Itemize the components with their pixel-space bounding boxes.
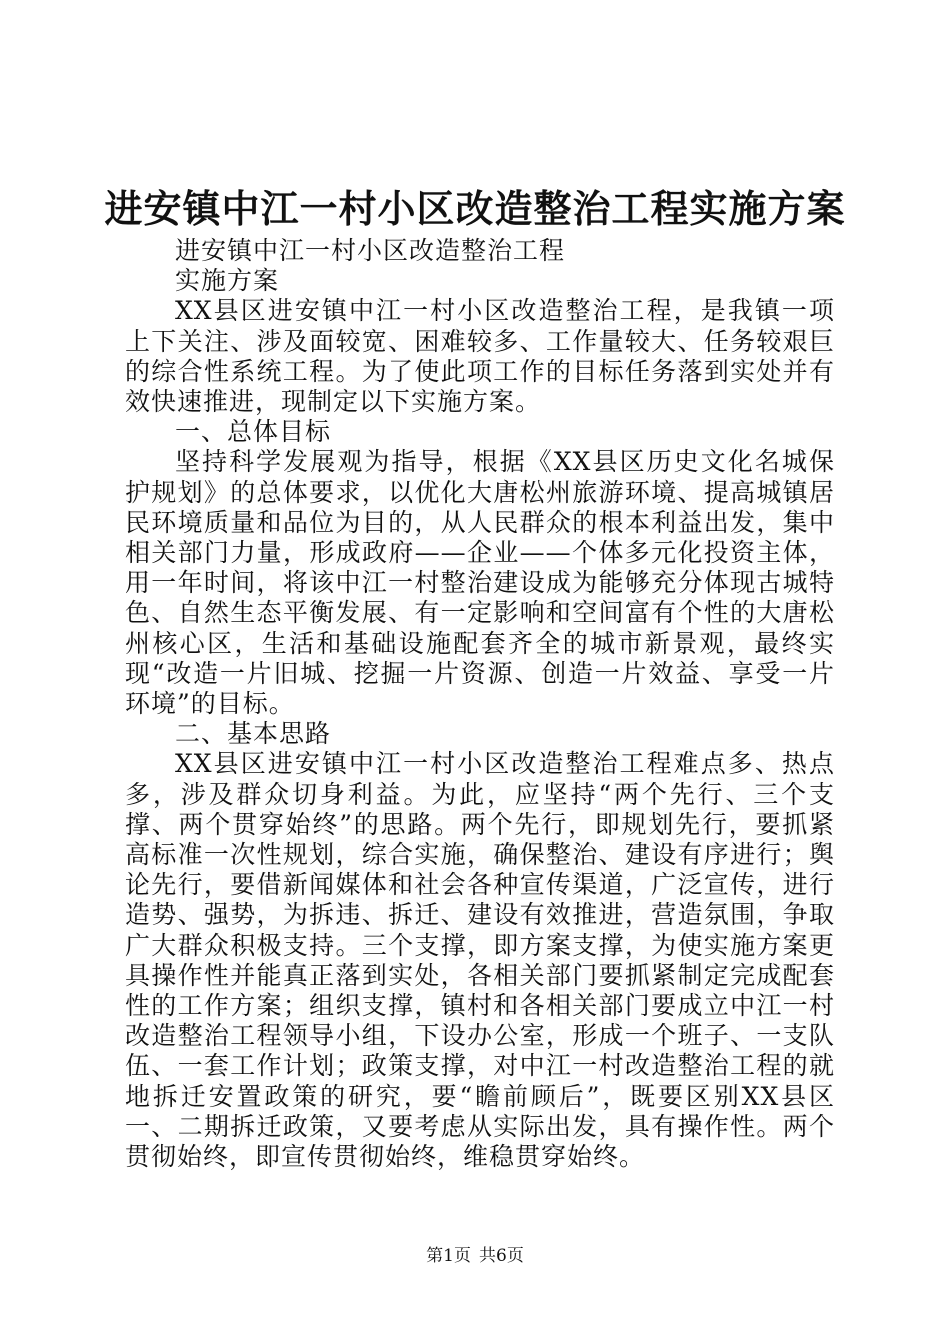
body-paragraph: XX县区进安镇中江一村小区改造整治工程难点多、热点多，涉及群众切身利益。为此，应坚持“两个先行、三个支撑、两个贯穿始终”的思路。两个先行，即规划先行，要抓紧高标准一次性规划，综合实施，确保整治、建设有序进行；舆论先行，要借新闻媒体和社会各种宣传渠道，广泛宣传，进行造势、强势，为拆违、拆迁、建设有效推进，营造氛围，争取广大群众积极支持。三个支撑，即方案支撑，为使实施方案更具操作性并能真正落到实处，各相关部门要抓紧制定完成配套性的工作方案；组织支撑，镇村和各相关部门要成立中江一村改造整治工程领导小组，下设办公室，形成一个班子、一支队伍、一套工作计划；政策支撑，对中江一村改造整治工程的就地拆迁安置政策的研究，要“瞻前顾后”，既要区别XX县区一、二期拆迁政策，又要考虑从实际出发，具有操作性。两个贯彻始终，即宣传贯彻始终，维稳贯穿始终。 bbox=[125, 749, 835, 1172]
section-heading: 二、基本思路 bbox=[175, 719, 332, 749]
subtitle-line: 进安镇中江一村小区改造整治工程 bbox=[175, 236, 566, 265]
document-body bbox=[125, 236, 835, 1172]
section-heading: 一、总体目标 bbox=[175, 417, 332, 447]
document-title: 进安镇中江一村小区改造整治工程实施方案 bbox=[104, 186, 846, 231]
intro-paragraph: XX县区进安镇中江一村小区改造整治工程，是我镇一项上下关注、涉及面较宽、困难较多、工作量较大、任务较艰巨的综合性系统工程。为了使此项工作的目标任务落到实处并有效快速推进，现制定以下实施方案。 bbox=[125, 296, 835, 417]
body-paragraph: 坚持科学发展观为指导，根据《XX县区历史文化名城保护规划》的总体要求，以优化大唐松州旅游环境、提高城镇居民环境质量和品位为目的，从人民群众的根本利益出发，集中相关部门力量，形成政府——企业——个体多元化投资主体，用一年时间，将该中江一村整治建设成为能够充分体现古城特色、自然生态平衡发展、有一定影响和空间富有个性的大唐松州核心区，生活和基础设施配套齐全的城市新景观，最终实现“改造一片旧城、挖掘一片资源、创造一片效益、享受一片环境”的目标。 bbox=[125, 447, 835, 719]
subtitle-line: 实施方案 bbox=[175, 266, 280, 296]
page-total: 共6页 bbox=[479, 1246, 524, 1266]
page-footer bbox=[0, 1244, 950, 1268]
page-number: 第1页 bbox=[426, 1246, 471, 1266]
